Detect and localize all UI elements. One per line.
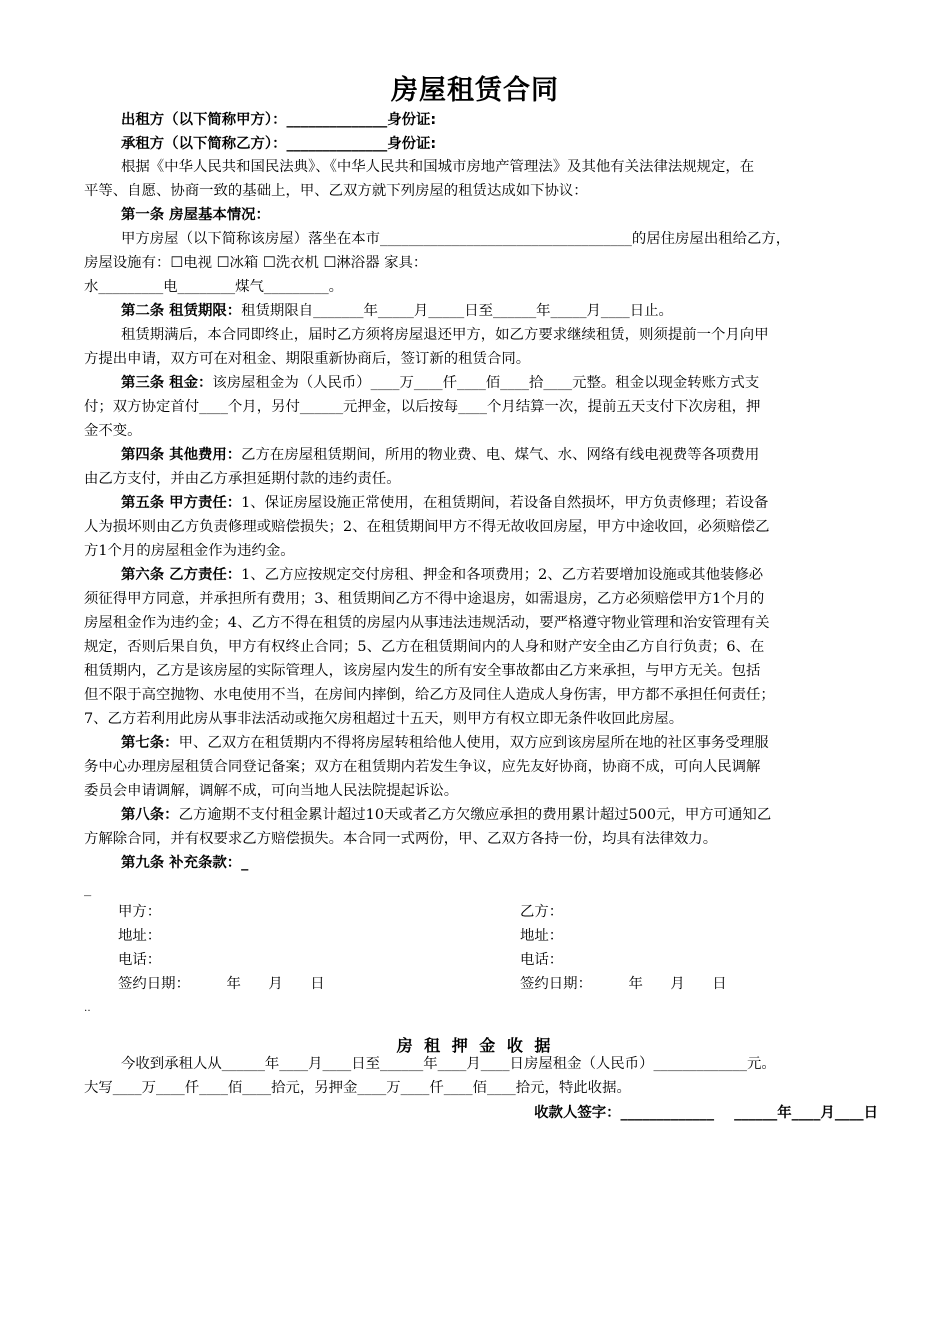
article-6-line-7: 7、乙方若利用此房从事非法活动或拖欠房租超过十五天，则甲方有权立即无条件收回此房屋。 (84, 711, 684, 727)
article-5-heading: 第五条 甲方责任： (121, 495, 242, 511)
party-a-date: 签约日期： 年 月 日 (118, 976, 325, 992)
article-3-text: 该房屋租金为（人民币）____万____仟____佰____拾____元整。租金以现金转账方式支 (212, 375, 760, 391)
lessee-line: 承租方（以下简称乙方）：______________身份证: (121, 136, 437, 152)
article-3-heading: 第三条 租金： (121, 375, 213, 391)
article-1-line-2: 房屋设施有：☐电视 ☐冰箱 ☐洗衣机 ☐淋浴器 家具： (84, 255, 428, 271)
article-4-line-2: 由乙方支付，并由乙方承担延期付款的违约责任。 (84, 471, 401, 487)
article-9-heading: 第九条 补充条款：_ (121, 855, 249, 871)
article-6-line-6: 但不限于高空抛物、水电使用不当，在房间内摔倒，给乙方及同住人造成人身伤害，甲方都不承担任何责任； (84, 687, 775, 703)
separator-mark: ‥ (84, 1003, 91, 1014)
article-2-text: 租赁期限自_______年_____月_____日至______年_____月____日止。 (241, 303, 673, 319)
party-b-phone: 电话： (520, 952, 564, 968)
receipt-line-1: 今收到承租人从______年____月____日至______年____月____日房屋租金（人民币）_____________元。 (121, 1056, 776, 1072)
article-6-heading: 第六条 乙方责任： (121, 567, 242, 583)
article-8-line-2: 方解除合同，并有权要求乙方赔偿损失。本合同一式两份，甲、乙双方各持一份，均具有法律效力。 (84, 831, 718, 847)
article-1-line-3: 水_________电________煤气_________。 (84, 279, 344, 295)
article-6-line-3: 房屋租金作为违约金；4、乙方不得在租赁的房屋内从事违法违规活动，要严格遵守物业管理和治安管理有关 (84, 615, 770, 631)
article-3-line-2: 付；双方协定首付____个月，另付______元押金，以后按每____个月结算一次，提前五天支付下次房租，押 (84, 399, 761, 415)
article-2-line-3: 方提出申请，双方可在对租金、期限重新协商后，签订新的租赁合同。 (84, 351, 531, 367)
article-2-line-1 (121, 300, 884, 323)
article-3-line-3: 金不变。 (84, 423, 142, 439)
article-4-text: 乙方在房屋租赁期间，所用的物业费、电、煤气、水、网络有线电视费等各项费用 (241, 447, 760, 463)
article-4-heading: 第四条 其他费用： (121, 447, 242, 463)
article-6-text: 1、乙方应按规定交付房租、押金和各项费用；2、乙方若要增加设施或其他装修必 (241, 567, 764, 583)
receipt-title: 房 租 押 金 收 据 (396, 1036, 554, 1055)
party-b-date: 签约日期： 年 月 日 (520, 976, 727, 992)
article-1-line-1: 甲方房屋（以下简称该房屋）落坐在本市___________________________________的居住房屋出租给乙方， (121, 231, 791, 247)
article-6-line-5: 租赁期内，乙方是该房屋的实际管理人，该房屋内发生的所有安全事故都由乙方来承担，与甲方无关。包括 (84, 663, 761, 679)
article-5-line-3: 方1个月的房屋租金作为违约金。 (84, 543, 295, 559)
article-8-line-1 (121, 804, 884, 827)
article-2-line-2: 租赁期满后，本合同即终止，届时乙方须将房屋退还甲方，如乙方要求继续租赁，则须提前一个月向甲 (121, 327, 769, 343)
contract-title: 房屋租赁合同 (391, 75, 559, 106)
article-5-line-2: 人为损坏则由乙方负责修理或赔偿损失；2、在租赁期间甲方不得无故收回房屋，甲方中途收回，必须赔偿乙 (84, 519, 770, 535)
article-6-line-2: 须征得甲方同意，并承担所有费用；3、租赁期间乙方不得中途退房，如需退房，乙方必须赔偿甲方1个月的 (84, 591, 765, 607)
article-9-continuation: _ (84, 881, 92, 897)
receipt-line-2: 大写____万____仟____佰____拾元，另押金____万____仟____佰____拾元，特此收据。 (84, 1080, 631, 1096)
article-2-heading: 第二条 租赁期限： (121, 303, 242, 319)
intro-line-2: 平等、自愿、协商一致的基础上，甲、乙双方就下列房屋的租赁达成如下协议： (84, 183, 588, 199)
article-3-line-1 (121, 372, 884, 395)
intro-line-1: 根据《中华人民共和国民法典》、《中华人民共和国城市房地产管理法》及其他有关法律法规规定，在 (121, 159, 755, 175)
party-b-address: 地址： (520, 928, 564, 944)
article-5-line-1 (121, 492, 884, 515)
party-a-address: 地址： (118, 928, 162, 944)
article-7-line-1 (121, 732, 884, 755)
article-8-heading: 第八条： (121, 807, 179, 823)
article-7-heading: 第七条： (121, 735, 179, 751)
receipt-signature-line: 收款人签字：_____________ ______年____月____日 (534, 1105, 878, 1121)
article-6-line-4: 规定，否则后果自负，甲方有权终止合同；5、乙方在租赁期间内的人身和财产安全由乙方自行负责；6、在 (84, 639, 765, 655)
article-7-line-3: 委员会申请调解，调解不成，可向当地人民法院提起诉讼。 (84, 783, 459, 799)
lessor-line: 出租方（以下简称甲方）：______________身份证: (121, 112, 437, 128)
article-7-text: 甲、乙双方在租赁期内不得将房屋转租给他人使用，双方应到该房屋所在地的社区事务受理服 (178, 735, 769, 751)
article-4-line-1 (121, 444, 884, 467)
article-8-text: 乙方逾期不支付租金累计超过10天或者乙方欠缴应承担的费用累计超过500元，甲方可通知乙 (178, 807, 772, 823)
article-7-line-2: 务中心办理房屋租赁合同登记备案；双方在租赁期内若发生争议，应先友好协商，协商不成，可向人民调解 (84, 759, 761, 775)
party-b-name: 乙方： (520, 904, 564, 920)
article-5-text: 1、保证房屋设施正常使用，在租赁期间，若设备自然损坏，甲方负责修理；若设备 (241, 495, 769, 511)
article-1-heading: 第一条 房屋基本情况： (121, 207, 270, 223)
article-6-line-1 (121, 564, 884, 587)
party-a-phone: 电话： (118, 952, 162, 968)
party-a-name: 甲方： (118, 904, 162, 920)
